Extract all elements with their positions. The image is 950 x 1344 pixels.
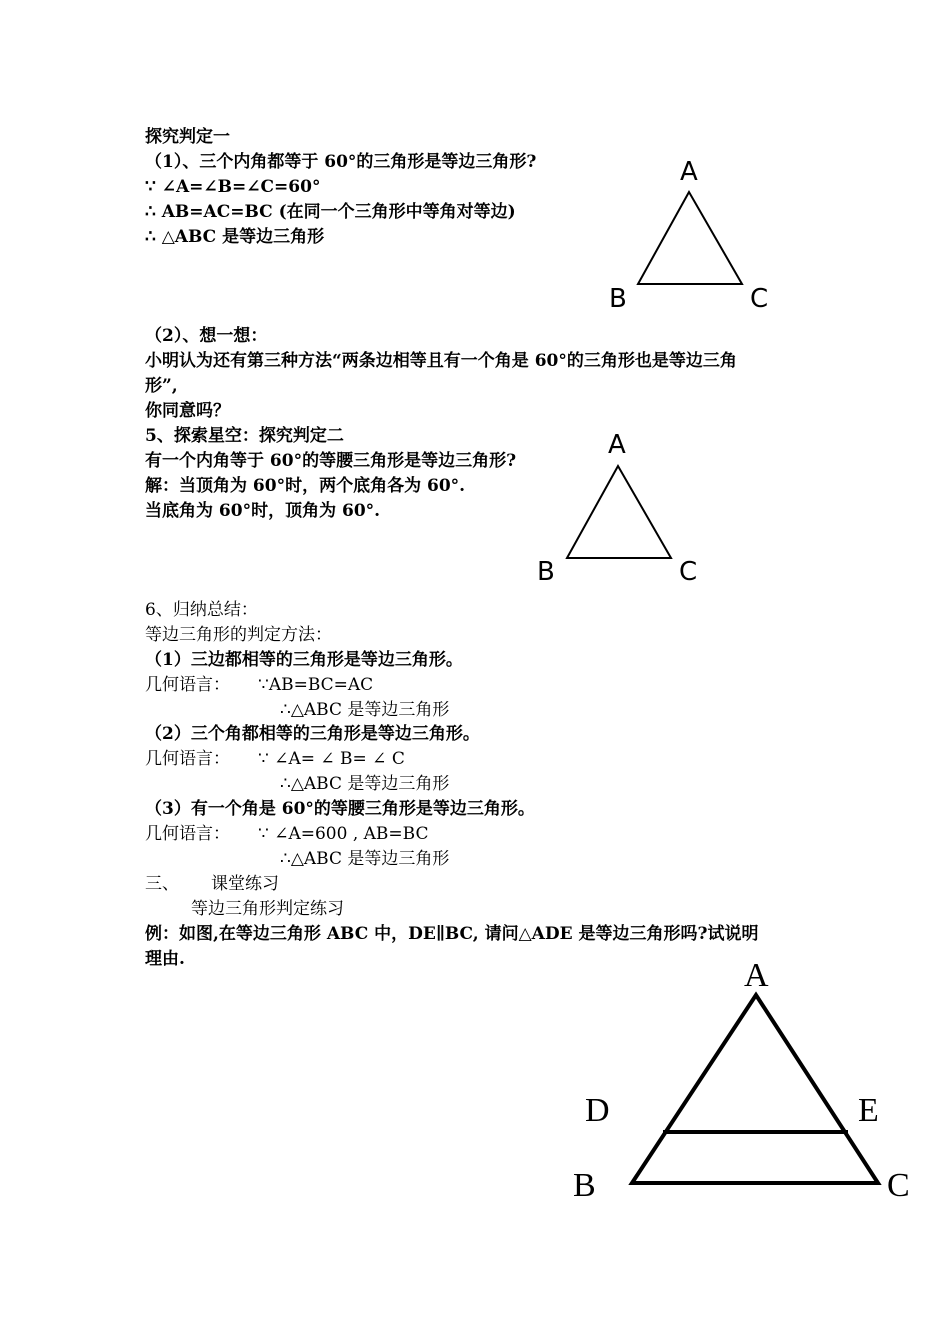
triangle-abc-2 xyxy=(567,466,671,558)
section2-title: （2）、想一想： xyxy=(145,326,268,346)
section3-title: 课堂练习 xyxy=(211,874,279,894)
example-line2: 理由. xyxy=(145,949,185,969)
vertex-label-b: B xyxy=(609,284,627,314)
geo-language-label: 几何语言： xyxy=(145,675,230,695)
section1-title: 探究判定一 xyxy=(145,127,230,147)
method1-conclusion: ∴△ABC 是等边三角形 xyxy=(280,700,450,720)
vertex-label-a: A xyxy=(744,957,769,994)
vertex-label-c: C xyxy=(750,284,769,314)
vertex-label-b: B xyxy=(537,557,555,587)
vertex-label-a: A xyxy=(608,430,626,460)
triangle-abc-3 xyxy=(632,995,878,1183)
method3: （3）有一个角是 60°的等腰三角形是等边三角形。 xyxy=(145,799,535,819)
section5-question: 有一个内角等于 60°的等腰三角形是等边三角形? xyxy=(145,451,517,471)
section2-line1: 小明认为还有第三种方法“两条边相等且有一个角是 60°的三角形也是等边三角 xyxy=(145,351,737,371)
section1-line3: ∴ △ABC 是等边三角形 xyxy=(145,227,325,247)
vertex-label-d: D xyxy=(585,1092,610,1129)
method3-given: ∵ ∠A=600 , AB=BC xyxy=(258,824,429,844)
method1-given: ∵AB=BC=AC xyxy=(258,675,374,695)
vertex-label-e: E xyxy=(858,1092,879,1129)
method3-conclusion: ∴△ABC 是等边三角形 xyxy=(280,849,450,869)
triangle-figure-1 xyxy=(600,150,780,315)
example-line1: 例：如图,在等边三角形 ABC 中，DE∥BC, 请问△ADE 是等边三角形吗?试说明 xyxy=(145,924,759,944)
section5-title: 5、探索星空：探究判定二 xyxy=(145,426,344,446)
section2-line2: 形”, xyxy=(145,376,178,396)
section6-title: 6、归纳总结： xyxy=(145,600,258,620)
section3-subtitle: 等边三角形判定练习 xyxy=(191,899,344,919)
geo-language-2 xyxy=(145,747,230,771)
section2-line3: 你同意吗？ xyxy=(145,401,230,421)
method1: （1）三边都相等的三角形是等边三角形。 xyxy=(145,650,463,670)
section1-line2: ∴ AB=AC=BC (在同一个三角形中等角对等边) xyxy=(145,202,516,222)
method2: （2）三个角都相等的三角形是等边三角形。 xyxy=(145,724,480,744)
vertex-label-b: B xyxy=(573,1167,596,1204)
vertex-label-a: A xyxy=(680,157,698,187)
section5-line2: 当底角为 60°时，顶角为 60°. xyxy=(145,501,381,521)
method2-given: ∵ ∠A= ∠ B= ∠ C xyxy=(258,749,405,769)
triangle-figure-3 xyxy=(570,950,920,1210)
vertex-label-c: C xyxy=(887,1167,910,1204)
geo-language-label: 几何语言： xyxy=(145,824,230,844)
geo-language-1 xyxy=(145,673,230,697)
section6-subtitle: 等边三角形的判定方法： xyxy=(145,625,332,645)
geo-language-label: 几何语言： xyxy=(145,749,230,769)
section1-line1: ∵ ∠A=∠B=∠C=60° xyxy=(145,177,321,197)
section3-number: 三、 xyxy=(145,874,179,894)
vertex-label-c: C xyxy=(679,557,698,587)
method2-conclusion: ∴△ABC 是等边三角形 xyxy=(280,774,450,794)
triangle-figure-2 xyxy=(530,425,710,590)
section1-question: （1）、三个内角都等于 60°的三角形是等边三角形? xyxy=(145,152,537,172)
section5-line1: 解：当顶角为 60°时，两个底角各为 60°. xyxy=(145,476,466,496)
triangle-abc-1 xyxy=(638,192,742,284)
geo-language-3 xyxy=(145,822,230,846)
